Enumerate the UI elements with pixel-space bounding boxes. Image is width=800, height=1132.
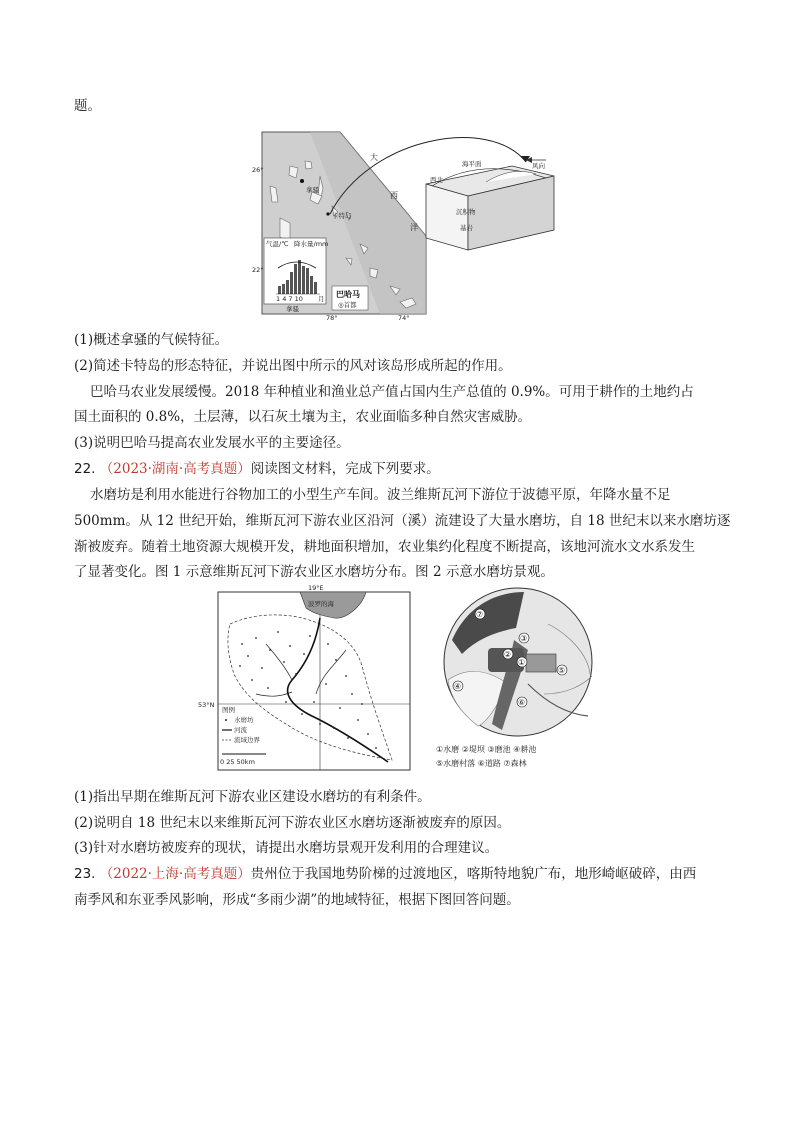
map-label-atlantic-1: 大 (370, 153, 378, 162)
climate-chart-inset (264, 238, 328, 313)
q21-para-line2: 国土面积的 0.8%，土层薄，以石灰土壤为主，农业面临多种自然灾害威胁。 (74, 409, 532, 425)
q22-stem (74, 459, 440, 479)
landscape-num-3: ③ (520, 634, 528, 643)
q22-source: （2023·湖南·高考真题） (99, 461, 251, 477)
map-label-bahamas: 巴哈马 (336, 290, 360, 299)
q23-stem-line2: 南季风和东亚季风影响，形成“多雨少湖”的地域特征，根据下图回答问题。 (74, 892, 520, 908)
map-label-atlantic-3: 洋 (410, 223, 418, 232)
q23-source: （2022·上海·高考真题） (99, 866, 251, 882)
q22-para-line1: 水磨坊是利用水能进行谷物加工的小型生产车间。波兰维斯瓦河下游位于波德平原，年降水量不足 (90, 487, 671, 503)
climate-precip-label: 降水量/mm (294, 240, 329, 248)
q22-sub3: (3)针对水磨坊被废弃的现状，请提出水磨坊景观开发利用的合理建议。 (74, 840, 499, 856)
bahamas-circle-icon (300, 179, 304, 183)
figure-mill-map (196, 584, 416, 774)
landscape-num-1: ① (518, 658, 526, 667)
q22-para-line2: 500mm。从 12 世纪开始，维斯瓦河下游农业区沿河（溪）流建设了大量水磨坊，自 18 世纪末以来水磨坊逐 (74, 513, 731, 529)
landscape-num-7: ⑦ (476, 610, 484, 619)
map-label-cat-island: 卡特岛 (332, 212, 352, 220)
q22-stem-text: 阅读图文材料，完成下列要求。 (250, 461, 440, 477)
climate-city-label: 拿骚 (286, 305, 299, 313)
map-label-lon-74: 74° (398, 314, 410, 320)
map-label-capital: ◎首都 (338, 301, 357, 309)
map-label-atlantic-2: 西 (390, 191, 398, 200)
map2-lat-label: 53°N (198, 701, 215, 709)
climate-months-label: 1 4 7 10 (276, 295, 303, 303)
block-diagram (426, 157, 554, 250)
q21-sub2: (2)简述卡特岛的形态特征，并说出图中所示的风对该岛形成所起的作用。 (74, 358, 512, 374)
map-label-lon-78: 78° (326, 314, 338, 320)
q21-sub3: (3)说明巴哈马提高农业发展水平的主要途径。 (74, 435, 350, 451)
legend-river: 河流 (234, 726, 247, 734)
q23-stem-line1 (74, 864, 696, 884)
figure-bahamas (250, 126, 560, 320)
legend-title: 图例 (222, 706, 235, 714)
map2-lon-label: 19°E (308, 584, 324, 592)
block-label-bedrock: 基岩 (460, 224, 473, 232)
legend-scale: 0 25 50km (220, 758, 255, 766)
landscape-keys-line2: ⑤水磨村落 ⑥道路 ⑦森林 (436, 759, 527, 768)
landscape-num-5: ⑤ (558, 666, 566, 675)
climate-temp-label: 气温/℃ (266, 240, 289, 248)
legend-mill: 水磨坊 (234, 716, 254, 724)
block-label-sea-level: 海平面 (462, 160, 482, 168)
landscape-num-6: ⑥ (518, 698, 526, 707)
landscape-keys-line1: ①水磨 ②堤坝 ③磨池 ④耕池 (436, 745, 537, 754)
map-label-lat-26: 26° (252, 166, 264, 174)
block-label-deposit: 沉积物 (456, 208, 476, 216)
map-label-nassau: 拿骚 (306, 186, 319, 194)
cat-island-marker-icon (326, 212, 329, 215)
block-label-wind: 风向 (532, 162, 545, 170)
q22-number: 22. (74, 461, 96, 477)
q23-number: 23. (74, 866, 96, 882)
mill-building (526, 654, 556, 672)
figure-mill-landscape (428, 584, 608, 776)
q22-sub2: (2)说明自 18 世纪末以来维斯瓦河下游农业区水磨坊逐渐被废弃的原因。 (74, 815, 511, 831)
intro-tail: 题。 (74, 98, 101, 114)
climate-month-unit: 月 (318, 295, 325, 303)
q21-sub1: (1)概述拿骚的气候特征。 (74, 332, 229, 348)
q23-stem-text: 贵州位于我国地势阶梯的过渡地区，喀斯特地貌广布，地形崎岖破碎，由西 (250, 866, 697, 882)
map2-baltic-label: 波罗的海 (308, 600, 334, 608)
legend-basin: 流域边界 (234, 736, 260, 744)
q22-para-line3: 渐被废弃。随着土地资源大规模开发，耕地面积增加，农业集约化程度不断提高，该地河流水文水系发生 (74, 539, 695, 555)
mill-point-icon (225, 719, 227, 721)
q22-para-line4: 了显著变化。图 1 示意维斯瓦河下游农业区水磨坊分布。图 2 示意水磨坊景观。 (74, 564, 554, 580)
q21-para-line1: 巴哈马农业发展缓慢。2018 年种植业和渔业总产值占国内生产总值的 0.9%。可用于耕作的土地约占 (90, 384, 694, 400)
map-label-lat-22: 22° (252, 266, 264, 274)
landscape-num-2: ② (504, 650, 512, 659)
q22-sub1: (1)指出早期在维斯瓦河下游农业区建设水磨坊的有利条件。 (74, 789, 431, 805)
block-label-northwest: 西北 (430, 176, 443, 184)
landscape-num-4: ④ (454, 682, 462, 691)
